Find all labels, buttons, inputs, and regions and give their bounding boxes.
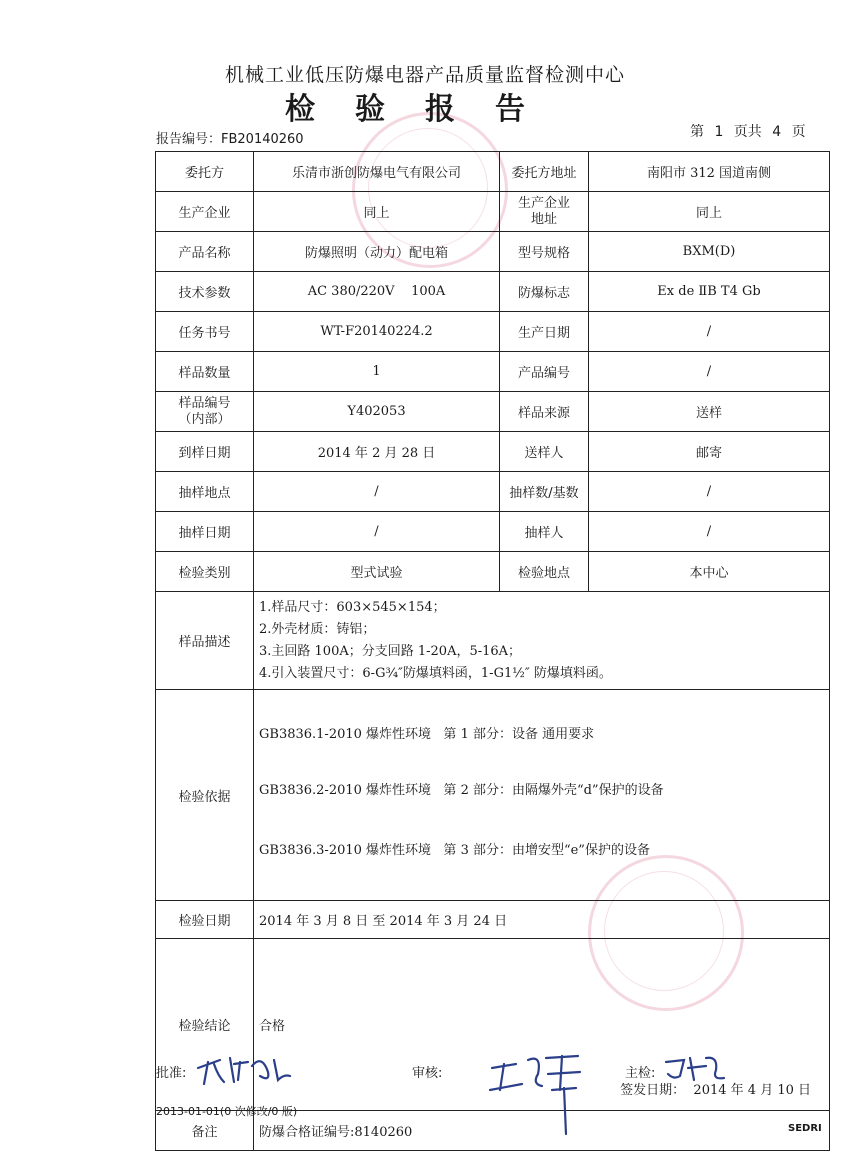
test-type-value: 型式试验 (254, 552, 500, 592)
task-number-label: 任务书号 (156, 312, 254, 352)
test-basis-label: 检验依据 (156, 690, 254, 901)
conclusion-label: 检验结论 (156, 939, 254, 1111)
product-serial-label: 产品编号 (500, 352, 589, 392)
issue-date: 签发日期： 2014 年 4 月 10 日 (620, 1083, 811, 1098)
test-location-label: 检验地点 (500, 552, 589, 592)
organization-name: 机械工业低压防爆电器产品质量监督检测中心 (224, 64, 625, 86)
product-name-value: 防爆照明（动力）配电箱 (254, 232, 500, 272)
sample-quantity-label: 样品数量 (156, 352, 254, 392)
manufacturer-value: 同上 (254, 192, 500, 232)
sample-description-value (254, 592, 830, 690)
sampling-site-value: / (254, 472, 500, 512)
conclusion-value: 合格 (259, 1019, 286, 1034)
test-date-label: 检验日期 (156, 901, 254, 939)
inspector-signature (660, 1052, 730, 1088)
sample-description-label: 样品描述 (156, 592, 254, 690)
ex-marking-value: Ex de ⅡB T4 Gb (589, 272, 830, 312)
sampling-date-value: / (254, 512, 500, 552)
report-title: 检验报告 (285, 92, 565, 127)
ex-marking-label: 防爆标志 (500, 272, 589, 312)
approver-signature (190, 1046, 300, 1091)
inspector-label: 主检: (625, 1066, 656, 1081)
manufacturer-address-label: 生产企业 地址 (500, 192, 589, 232)
version-note: 2013-01-01(0 次修改/0 版) (156, 1105, 298, 1118)
test-date-value: 2014 年 3 月 8 日 至 2014 年 3 月 24 日 (254, 901, 830, 939)
technical-params-label: 技术参数 (156, 272, 254, 312)
sampler-label: 抽样人 (500, 512, 589, 552)
production-date-label: 生产日期 (500, 312, 589, 352)
production-date-value: / (589, 312, 830, 352)
client-address-value: 南阳市 312 国道南侧 (589, 152, 830, 192)
manufacturer-label: 生产企业 (156, 192, 254, 232)
description-line: 4.引入装置尺寸：6-G¾″防爆填料函，1-G1½″ 防爆填料函。 (259, 665, 612, 681)
reviewer-label: 审核: (412, 1066, 443, 1081)
basis-line: GB3836.2-2010 爆炸性环境 第 2 部分：由隔爆外壳“d”保护的设备 (259, 783, 664, 798)
technical-params-value: AC 380/220V 100A (254, 272, 500, 312)
remark-value: 防爆合格证编号:8140260 (254, 1111, 830, 1151)
product-serial-value: / (589, 352, 830, 392)
client-address-label: 委托方地址 (500, 152, 589, 192)
page-indicator: 第 1 页共 4 页 (690, 124, 806, 140)
client-value: 乐清市浙创防爆电气有限公司 (254, 152, 500, 192)
sample-quantity-value: 1 (254, 352, 500, 392)
sampling-site-label: 抽样地点 (156, 472, 254, 512)
sender-value: 邮寄 (589, 432, 830, 472)
reviewer-signature (482, 1050, 592, 1140)
sampler-value: / (589, 512, 830, 552)
sample-source-label: 样品来源 (500, 392, 589, 432)
sampling-date-label: 抽样日期 (156, 512, 254, 552)
model-value: BXM(D) (589, 232, 830, 272)
report-number: 报告编号：FB20140260 (156, 132, 304, 147)
test-basis-value (254, 690, 830, 901)
approver-label: 批准: (156, 1066, 187, 1081)
brand-logo: SEDRI (788, 1123, 822, 1134)
sample-source-value: 送样 (589, 392, 830, 432)
description-line: 2.外壳材质：铸铝； (259, 621, 376, 637)
basis-line: GB3836.3-2010 爆炸性环境 第 3 部分：由增安型“e”保护的设备 (259, 843, 650, 858)
description-line: 3.主回路 100A；分支回路 1-20A，5-16A； (259, 643, 522, 659)
manufacturer-address-value: 同上 (589, 192, 830, 232)
sample-number-label: 样品编号 （内部） (156, 392, 254, 432)
test-location-value: 本中心 (589, 552, 830, 592)
remark-label: 备注 (156, 1111, 254, 1151)
arrival-date-value: 2014 年 2 月 28 日 (254, 432, 500, 472)
test-type-label: 检验类别 (156, 552, 254, 592)
basis-line: GB3836.1-2010 爆炸性环境 第 1 部分：设备 通用要求 (259, 727, 595, 742)
sender-label: 送样人 (500, 432, 589, 472)
client-label: 委托方 (156, 152, 254, 192)
model-label: 型号规格 (500, 232, 589, 272)
task-number-value: WT-F20140224.2 (254, 312, 500, 352)
arrival-date-label: 到样日期 (156, 432, 254, 472)
description-line: 1.样品尺寸：603×545×154； (259, 599, 446, 615)
sample-number-value: Y402053 (254, 392, 500, 432)
product-name-label: 产品名称 (156, 232, 254, 272)
sampling-count-value: / (589, 472, 830, 512)
sampling-count-label: 抽样数/基数 (500, 472, 589, 512)
report-table (155, 151, 830, 1151)
